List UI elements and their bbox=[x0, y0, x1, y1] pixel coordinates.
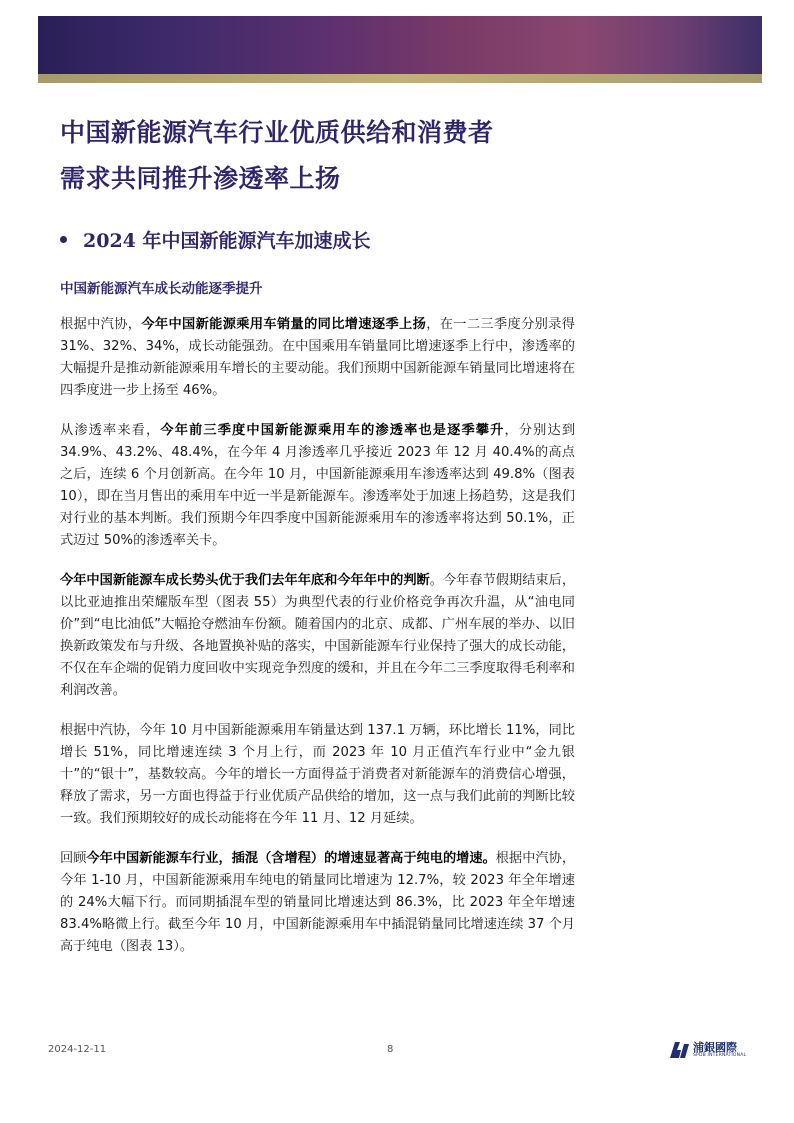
bullet-dot-icon bbox=[60, 236, 67, 243]
paragraph-text: 。今年春节假期结束后，以比亚迪推出荣耀版车型（图表 55）为典型代表的行业价格竞争再次升温，从“油电同价”到“电比油低”大幅抢夺燃油车份额。随着国内的北京、成都、广州车展的举办、以旧换新政策发布与升级、各地置换补贴的落实，中国新能源车行业保持了强大的成长动能，不仅在车企端的促销力度回收中实现竞争烈度的缓和，并且在今年二三季度取得毛利率和利润改善。 bbox=[60, 573, 576, 698]
footer-date: 2024-12-11 bbox=[48, 1044, 107, 1055]
page-number: 8 bbox=[387, 1044, 394, 1055]
paragraph-1 bbox=[60, 314, 575, 402]
paragraph-2 bbox=[60, 420, 575, 552]
paragraph-text: 根据中汽协，今年 1-10 月，中国新能源乘用车纯电的销量同比增速为 12.7%，较 2023 年全年增速的 24%大幅下行。而同期插混车型的销量同比增速达到 86.3%，比 2023 年全年增速 83.4%略微上行。截至今年 10 月，中国新能源乘用车中插混销量同比增速连续 37 个月高于纯电（图表 13）。 bbox=[60, 851, 576, 954]
header-accent-line bbox=[38, 74, 762, 83]
page-title-line-1: 中国新能源汽车行业优质供给和消费者 bbox=[60, 118, 494, 147]
paragraph-text: 从渗透率来看， bbox=[60, 423, 161, 438]
paragraph-text: 回顾 bbox=[60, 851, 87, 866]
logo-subtext: SPDB INTERNATIONAL bbox=[693, 1053, 747, 1058]
logo-text: 浦銀國際 bbox=[693, 1041, 737, 1054]
paragraph-text: ，分别达到 34.9%、43.2%、48.4%，在今年 4 月渗透率几乎接近 2023 年 12 月 40.4%的高点之后，连续 6 个月创新高。在今年 10 月，中国新能源乘用车渗透率达到 49.8%（图表 10），即在当月售出的乘用车中近一半是新能源车。渗透率处于加速上扬趋势，这是我们对行业的基本判断。我们预期今年四季度中国新能源乘用车的渗透率将达到 50.1%，正式迈过 50%的渗透率关卡。 bbox=[60, 423, 576, 548]
paragraph-emphasis: 今年中国新能源车成长势头优于我们去年年底和今年年中的判断 bbox=[60, 573, 430, 588]
page-title bbox=[60, 110, 760, 202]
header-banner bbox=[38, 16, 762, 74]
section-title bbox=[60, 226, 371, 256]
paragraph-4 bbox=[60, 720, 575, 830]
paragraph-text: ，在一二三季度分别录得 31%、32%、34%，成长动能强劲。在中国乘用车销量同比增速逐季上行中，渗透率的大幅提升是推动新能源乘用车增长的主要动能。我们预期中国新能源车销量同比增速将在四季度进一步上扬至 46%。 bbox=[60, 317, 575, 398]
section-title-text: 2024 年中国新能源汽车加速成长 bbox=[83, 230, 371, 252]
paragraph-emphasis: 今年前三季度中国新能源乘用车的渗透率也是逐季攀升 bbox=[160, 423, 505, 438]
body-text bbox=[60, 314, 575, 976]
paragraph-text: 根据中汽协，今年 10 月中国新能源乘用车销量达到 137.1 万辆，环比增长 11%，同比增长 51%，同比增速连续 3 个月上行，而 2023 年 10 月正值汽车行业中“金九银十”的“银十”，基数较高。今年的增长一方面得益于消费者对新能源车的消费信心增强，释放了需求，另一方面也得益于行业优质产品供给的增加，这一点与我们此前的判断比较一致。我们预期较好的成长动能将在今年 11 月、12 月延续。 bbox=[60, 723, 575, 826]
paragraph-emphasis: 今年中国新能源车行业，插混（含增程）的增速显著高于纯电的增速。 bbox=[86, 851, 496, 866]
paragraph-text: 根据中汽协， bbox=[60, 317, 142, 332]
company-logo bbox=[668, 1039, 748, 1061]
paragraph-3 bbox=[60, 570, 575, 702]
paragraph-5 bbox=[60, 848, 575, 958]
page-title-line-2: 需求共同推升渗透率上扬 bbox=[60, 164, 341, 193]
logo-mark-icon bbox=[668, 1040, 690, 1060]
subsection-title: 中国新能源汽车成长动能逐季提升 bbox=[60, 281, 263, 297]
paragraph-emphasis: 今年中国新能源乘用车销量的同比增速逐季上扬 bbox=[141, 317, 427, 332]
